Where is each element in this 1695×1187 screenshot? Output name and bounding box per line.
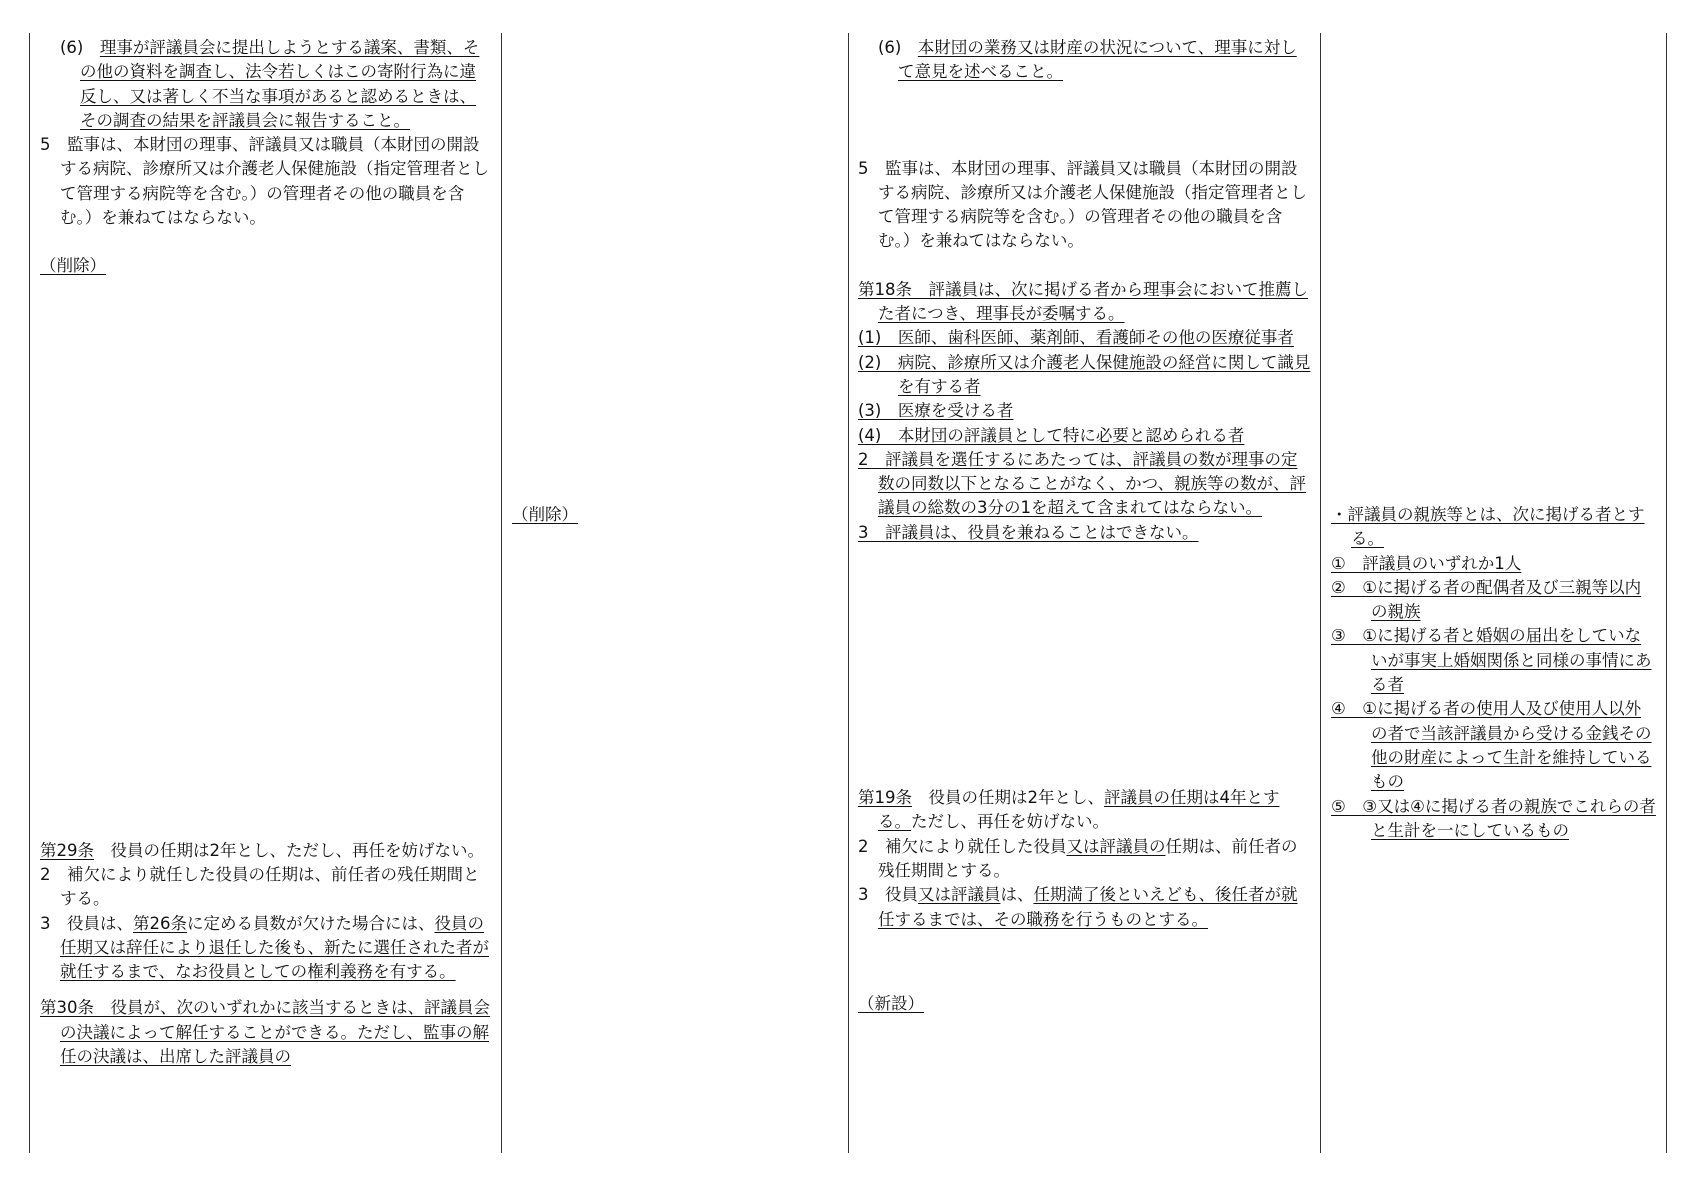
divider-left-edge	[29, 33, 30, 1153]
article-19: 第19条 役員の任期は2年とし、評議員の任期は4年とする。ただし、再任を妨げない。	[858, 788, 1280, 832]
item-6-left-prefix: (6)	[60, 38, 100, 57]
item-6-right-prefix: (6)	[878, 38, 918, 57]
article-18-item-3: (3) 医療を受ける者	[858, 401, 1014, 421]
relatives-item-2: ② ①に掲げる者の配偶者及び三親等以内の親族	[1331, 577, 1642, 622]
article-19-paragraph-2: 2 補欠により就任した役員又は評議員の任期は、前任者の残任期間とする。	[858, 836, 1298, 880]
divider-3	[1320, 33, 1321, 1153]
paragraph-5-left: 5 監事は、本財団の理事、評議員又は職員（本財団の開設する病院、診療所又は介護老人保健施設（指定管理者として管理する病院等を含む。）の管理者その他の職員を含む。）を兼ねてはならない。	[40, 135, 489, 228]
column-current-left	[40, 36, 492, 1069]
column-middle	[512, 503, 842, 527]
item-6-right-text: 本財団の業務又は財産の状況について、理事に対して意見を述べること。	[898, 38, 1297, 82]
divider-right-edge	[1666, 33, 1667, 1153]
article-29-text: 役員の任期は2年とし、ただし、再任を妨げない。	[94, 840, 484, 860]
relatives-item-5: ⑤ ③又は④に掲げる者の親族でこれらの者と生計を一にしているもの	[1331, 796, 1656, 840]
column-notes	[1331, 503, 1657, 843]
article-19-paragraph-3: 3 役員又は評議員は、任期満了後といえども、後任者が就任するまでは、その職務を行うものとする。	[858, 885, 1298, 929]
column-revised	[858, 36, 1311, 1016]
deleted-mark-left: （削除）	[40, 256, 106, 276]
article-29-number: 第29条	[40, 840, 94, 860]
article-29-paragraph-3: 3 役員は、第26条に定める員数が欠けた場合には、役員の任期又は辞任により退任した後も、新たに選任された者が就任するまで、なお役員としての権利義務を有する。	[40, 913, 489, 982]
article-18: 第18条 評議員は、次に掲げる者から理事会において推薦した者につき、理事長が委嘱する。	[858, 279, 1308, 324]
item-6-left-text: 理事が評議員会に提出しようとする議案、書類、その他の資料を調査し、法令若しくはこの寄附行為に違反し、又は著しく不当な事項があると認めるときは、その調査の結果を評議員会に報告すること。	[80, 38, 480, 130]
deleted-mark-middle: （削除）	[512, 505, 578, 524]
article-29-paragraph-2: 2 補欠により就任した役員の任期は、前任者の残任期間とする。	[40, 864, 480, 909]
article-30-left: 第30条 役員が、次のいずれかに該当するときは、評議員会の決議によって解任することができる。ただし、監事の解任の決議は、出席した評議員の	[40, 998, 490, 1067]
article-18-item-1: (1) 医師、歯科医師、薬剤師、看護師その他の医療従事者	[858, 328, 1294, 348]
relatives-item-4: ④ ①に掲げる者の使用人及び使用人以外の者で当該評議員から受ける金銭その他の財産によって生計を維持しているもの	[1331, 699, 1652, 792]
article-18-paragraph-3: 3 評議員は、役員を兼ねることはできない。	[858, 522, 1199, 542]
paragraph-5-right: 5 監事は、本財団の理事、評議員又は職員（本財団の開設する病院、診療所又は介護老人保健施設（指定管理者として管理する病院等を含む。）の管理者その他の職員を含む。）を兼ねてはならない。	[858, 158, 1307, 251]
item-6-left	[40, 36, 492, 133]
article-29-left	[40, 839, 492, 863]
article-18-item-2: (2) 病院、診療所又は介護老人保健施設の経営に関して識見を有する者	[858, 352, 1311, 396]
relatives-item-1: ① 評議員のいずれか1人	[1331, 553, 1522, 573]
relatives-item-3: ③ ①に掲げる者と婚姻の届出をしていないが事実上婚姻関係と同様の事情にある者	[1331, 626, 1652, 695]
item-6-right	[858, 36, 1311, 85]
newly-established-mark: （新設）	[858, 993, 924, 1013]
relatives-definition-intro: ・評議員の親族等とは、次に掲げる者とする。	[1331, 505, 1645, 549]
divider-1	[501, 33, 502, 1153]
article-18-item-4: (4) 本財団の評議員として特に必要と認められる者	[858, 425, 1245, 445]
divider-2	[848, 33, 849, 1153]
article-18-paragraph-2: 2 評議員を選任するにあたっては、評議員の数が理事の定数の同数以下となることがなく、かつ、親族等の数が、評議員の総数の3分の1を超えて含まれてはならない。	[858, 449, 1307, 518]
